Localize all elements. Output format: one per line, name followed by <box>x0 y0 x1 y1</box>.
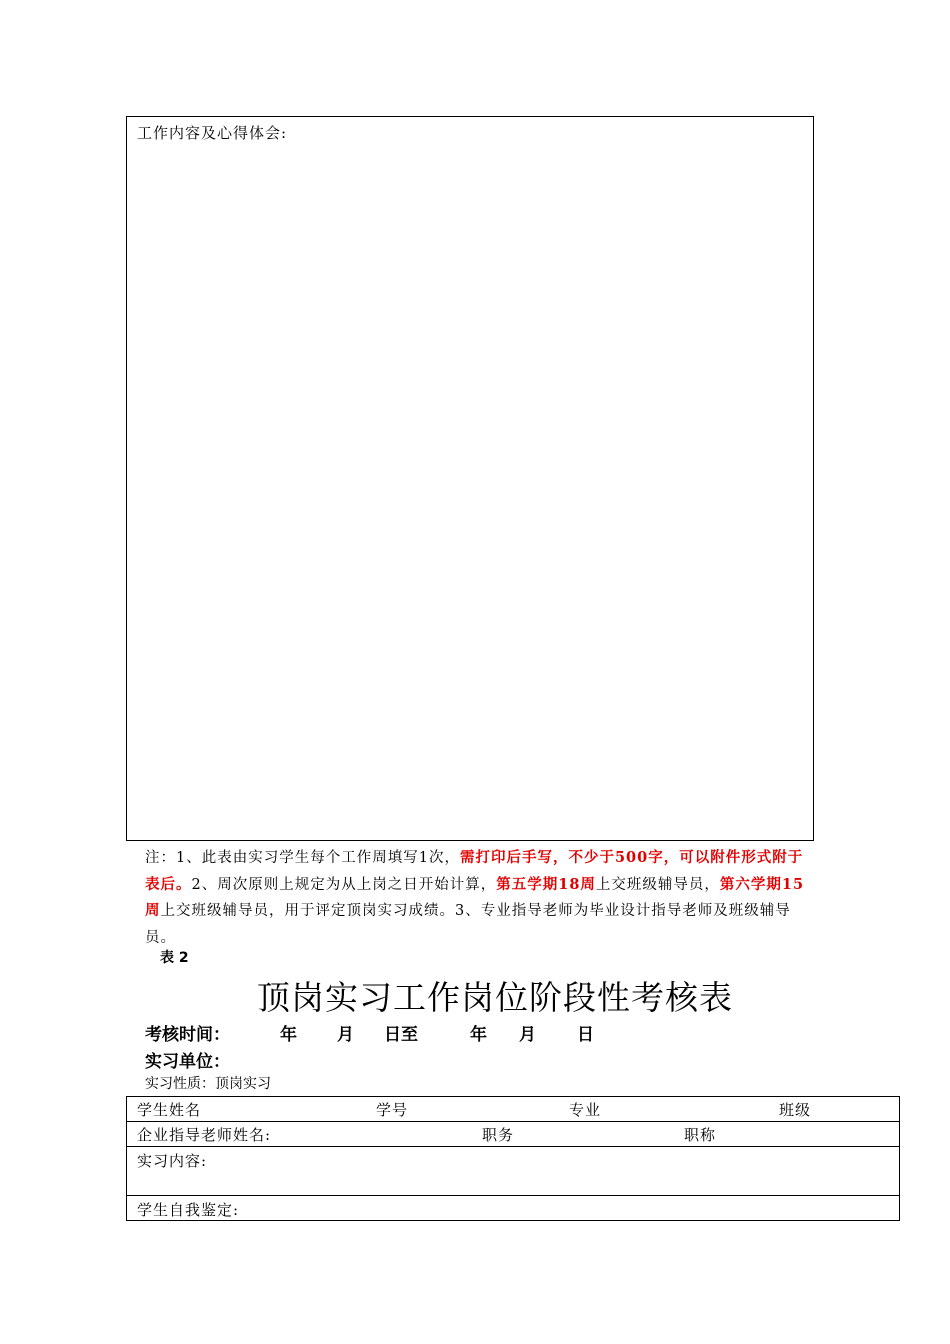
self-eval-label: 学生自我鉴定: <box>137 1201 240 1219</box>
note-text-3: 上交班级辅导员， <box>595 876 720 893</box>
table-row-self-eval <box>127 1196 900 1221</box>
intern-content-label: 实习内容: <box>137 1152 208 1170</box>
self-eval-cell <box>127 1196 900 1221</box>
assess-time-label: 考核时间： <box>145 1025 230 1045</box>
class-label: 班级 <box>779 1101 812 1119</box>
table-row-content <box>127 1147 900 1196</box>
intern-nature: 实习性质：顶岗实习 <box>145 1076 271 1092</box>
note-red-3: 第六学期15周 <box>145 875 805 919</box>
table-number: 表 2 <box>160 950 189 966</box>
intern-content-cell <box>127 1147 900 1196</box>
student-info-cell <box>127 1097 900 1122</box>
intern-unit-label: 实习单位： <box>145 1052 230 1072</box>
note-text-4: 上交班级辅导员，用于评定顶岗实习成绩。3、专业指导老师为毕业设计指导老师及班级辅导员。 <box>145 903 791 946</box>
assess-day-2: 日 <box>577 1025 594 1045</box>
major-label: 专业 <box>569 1101 602 1119</box>
page-title: 顶岗实习工作岗位阶段性考核表 <box>257 978 733 1017</box>
assess-year-2: 年 <box>470 1025 487 1045</box>
student-name-label: 学生姓名 <box>137 1101 202 1119</box>
work-content-label: 工作内容及心得体会: <box>137 124 288 142</box>
assess-time-row <box>0 1020 950 1044</box>
note-text-1: 注：1、此表由实习学生每个工作周填写1次， <box>145 850 460 866</box>
note-text-2: 2、周次原则上规定为从上岗之日开始计算， <box>191 876 497 893</box>
assess-day-to: 日至 <box>384 1025 418 1045</box>
mentor-info-cell <box>127 1122 900 1147</box>
note-red-1: 需打印后手写，不少于500字，可以附件形式附于表后。 <box>145 849 804 893</box>
assessment-table <box>126 1096 900 1221</box>
note-red-2: 第五学期18周 <box>496 875 596 893</box>
table-row-mentor <box>127 1122 900 1147</box>
intern-unit-row <box>0 1047 950 1071</box>
table-row-student <box>127 1097 900 1122</box>
assess-month-2: 月 <box>519 1025 536 1045</box>
work-content-box <box>126 116 814 841</box>
assess-month-1: 月 <box>337 1025 354 1045</box>
student-id-label: 学号 <box>376 1101 409 1119</box>
mentor-title-label: 职称 <box>684 1126 717 1144</box>
assess-year-1: 年 <box>280 1025 297 1045</box>
mentor-name-label: 企业指导老师姓名: <box>137 1126 272 1144</box>
note-paragraph <box>145 845 813 951</box>
mentor-position-label: 职务 <box>482 1126 515 1144</box>
